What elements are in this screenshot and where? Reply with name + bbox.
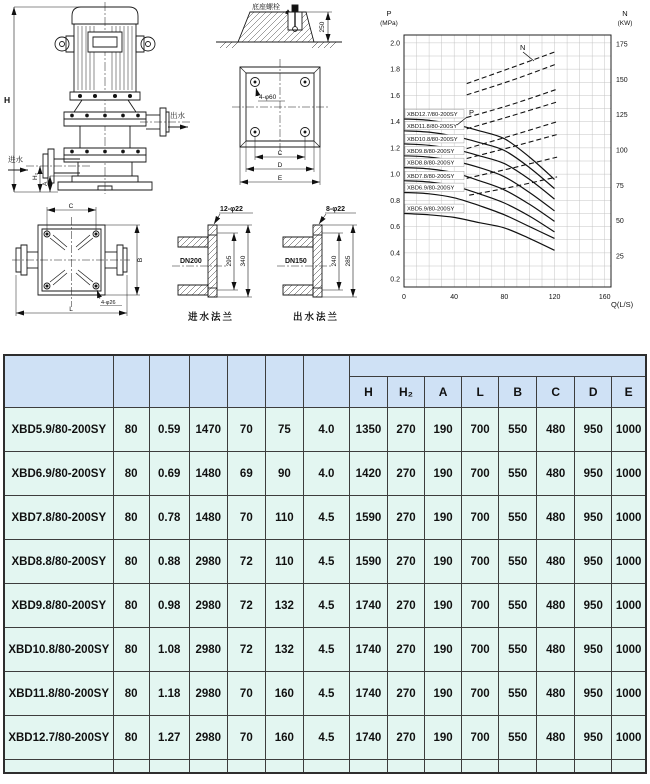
header-dim-h2: H₂ <box>388 377 425 408</box>
empty-cell <box>149 760 189 774</box>
value-cell: 80 <box>113 408 149 452</box>
flange-drawings <box>160 195 385 345</box>
value-cell: 1480 <box>189 452 227 496</box>
inlet-flange-bolt-circle: 295 <box>226 255 233 267</box>
value-cell: 1.08 <box>149 628 189 672</box>
value-cell: 270 <box>388 496 425 540</box>
value-cell: 550 <box>499 496 537 540</box>
y-right-tick-label: 150 <box>616 76 628 84</box>
y-left-tick-label: 1.2 <box>390 145 400 153</box>
value-cell: 80 <box>113 716 149 760</box>
y-left-tick-label: 2.0 <box>390 40 400 48</box>
header-dim-e: E <box>612 377 646 408</box>
value-cell: 4.5 <box>303 672 349 716</box>
annotation-n: N <box>520 43 526 52</box>
table-row <box>4 672 646 716</box>
y-right-axis-unit: (KW) <box>617 20 633 27</box>
curve-label: XBD5.9/80-200SY <box>407 206 455 213</box>
value-cell: 480 <box>537 408 575 452</box>
model-cell: XBD6.9/80-200SY <box>4 452 113 496</box>
model-cell: XBD5.9/80-200SY <box>4 408 113 452</box>
model-cell: XBD9.8/80-200SY <box>4 584 113 628</box>
foundation-dim-d: D <box>277 162 283 169</box>
x-tick-label: 0 <box>402 294 406 301</box>
value-cell: 72 <box>227 628 265 672</box>
model-cell: XBD7.8/80-200SY <box>4 496 113 540</box>
empty-cell <box>537 760 575 774</box>
value-cell: 480 <box>537 628 575 672</box>
foundation-drawing <box>200 0 385 200</box>
base-plate <box>12 217 130 307</box>
value-cell: 4.0 <box>303 408 349 452</box>
empty-cell <box>612 760 646 774</box>
empty-cell <box>425 760 462 774</box>
header-dim-b: B <box>499 377 537 408</box>
value-cell: 480 <box>537 672 575 716</box>
value-cell: 700 <box>462 408 499 452</box>
performance-chart <box>378 2 650 345</box>
value-cell: 480 <box>537 584 575 628</box>
empty-cell <box>462 760 499 774</box>
value-cell: 950 <box>575 496 612 540</box>
value-cell: 2980 <box>189 540 227 584</box>
value-cell: 0.88 <box>149 540 189 584</box>
value-cell: 75 <box>265 408 303 452</box>
dim-h-label: H <box>4 95 11 105</box>
foundation-depth-dim: 250 <box>319 21 326 33</box>
curve-label: XBD8.8/80-200SY <box>407 160 455 167</box>
value-cell: 1740 <box>349 584 387 628</box>
value-cell: 4.5 <box>303 584 349 628</box>
outlet-label: 出水 <box>170 111 185 120</box>
y-right-tick-label: 175 <box>616 41 628 49</box>
table-row <box>4 496 646 540</box>
value-cell: 270 <box>388 408 425 452</box>
value-cell: 270 <box>388 452 425 496</box>
y-left-tick-label: 1.6 <box>390 92 400 100</box>
model-cell: XBD10.8/80-200SY <box>4 628 113 672</box>
header-model <box>4 355 113 408</box>
value-cell: 950 <box>575 452 612 496</box>
empty-cell <box>113 760 149 774</box>
value-cell: 480 <box>537 496 575 540</box>
value-cell: 4.5 <box>303 540 349 584</box>
outlet-flange-dn: DN150 <box>285 258 307 265</box>
value-cell: 4.5 <box>303 628 349 672</box>
spec-table <box>3 354 647 774</box>
table-row <box>4 584 646 628</box>
value-cell: 270 <box>388 672 425 716</box>
value-cell: 190 <box>425 496 462 540</box>
table-row <box>4 408 646 452</box>
value-cell: 550 <box>499 716 537 760</box>
empty-cell <box>303 760 349 774</box>
lifting-lug-right <box>141 37 155 51</box>
y-left-tick-label: 0.8 <box>390 197 400 205</box>
dim-h2-label: H₂ <box>32 172 39 180</box>
value-cell: 4.5 <box>303 496 349 540</box>
value-cell: 270 <box>388 628 425 672</box>
table-header-row-top <box>4 355 646 377</box>
inlet-flange-section <box>172 206 253 323</box>
x-tick-label: 80 <box>500 294 509 301</box>
value-cell: 270 <box>388 540 425 584</box>
value-cell: 1420 <box>349 452 387 496</box>
value-cell: 480 <box>537 716 575 760</box>
annotation-p: P <box>469 108 475 117</box>
value-cell: 1740 <box>349 672 387 716</box>
curve-label: XBD6.9/80-200SY <box>407 185 455 192</box>
value-cell: 0.98 <box>149 584 189 628</box>
anchor-bolt-label: 底座螺栓 <box>252 4 280 11</box>
value-cell: 0.78 <box>149 496 189 540</box>
base-dim-b: B <box>137 257 144 263</box>
value-cell: 80 <box>113 496 149 540</box>
header-col3 <box>149 355 189 408</box>
header-col2 <box>113 355 149 408</box>
value-cell: 1000 <box>612 672 646 716</box>
value-cell: 80 <box>113 672 149 716</box>
y-left-tick-label: 1.4 <box>390 119 400 127</box>
lifting-lug-left <box>55 37 69 51</box>
value-cell: 700 <box>462 584 499 628</box>
value-cell: 950 <box>575 408 612 452</box>
value-cell: 190 <box>425 408 462 452</box>
spec-table-body <box>4 408 646 774</box>
value-cell: 72 <box>227 540 265 584</box>
outlet-flange-bolt-circle: 240 <box>331 255 338 267</box>
value-cell: 480 <box>537 452 575 496</box>
header-dim-l: L <box>462 377 499 408</box>
table-row <box>4 540 646 584</box>
value-cell: 550 <box>499 628 537 672</box>
dim-a-label: A <box>42 181 49 186</box>
value-cell: 2980 <box>189 584 227 628</box>
y-right-tick-label: 25 <box>616 253 624 261</box>
inlet-flange-holes: 12-φ22 <box>220 206 243 213</box>
table-empty-row <box>4 760 646 774</box>
model-cell: XBD12.7/80-200SY <box>4 716 113 760</box>
empty-cell <box>388 760 425 774</box>
header-dim-a: A <box>425 377 462 408</box>
base-plan-drawing <box>0 195 165 345</box>
inlet-flange-dn: DN200 <box>180 258 202 265</box>
value-cell: 132 <box>265 584 303 628</box>
x-tick-label: 120 <box>548 294 561 301</box>
value-cell: 0.59 <box>149 408 189 452</box>
header-dimensions-group <box>349 355 646 377</box>
y-left-axis-name: P <box>386 9 392 18</box>
value-cell: 700 <box>462 452 499 496</box>
value-cell: 700 <box>462 496 499 540</box>
y-right-tick-label: 50 <box>616 218 624 226</box>
value-cell: 190 <box>425 672 462 716</box>
y-left-tick-label: 0.4 <box>390 250 400 258</box>
outlet-flange-holes: 8-φ22 <box>326 206 346 213</box>
value-cell: 1000 <box>612 716 646 760</box>
base-dim-c: C <box>68 203 74 210</box>
value-cell: 1000 <box>612 452 646 496</box>
value-cell: 950 <box>575 672 612 716</box>
header-col4 <box>189 355 227 408</box>
value-cell: 80 <box>113 628 149 672</box>
y-left-axis-unit: (MPa) <box>380 20 398 27</box>
value-cell: 160 <box>265 716 303 760</box>
curve-label: XBD10.8/80-200SY <box>407 137 458 144</box>
value-cell: 80 <box>113 540 149 584</box>
value-cell: 700 <box>462 628 499 672</box>
value-cell: 190 <box>425 452 462 496</box>
value-cell: 950 <box>575 628 612 672</box>
empty-cell <box>575 760 612 774</box>
value-cell: 550 <box>499 408 537 452</box>
value-cell: 700 <box>462 716 499 760</box>
empty-cell <box>227 760 265 774</box>
value-cell: 190 <box>425 584 462 628</box>
base-plan-dimensions <box>16 203 144 316</box>
base-dim-l: L <box>69 306 73 313</box>
x-tick-label: 40 <box>450 294 459 301</box>
foundation-dim-c: C <box>277 150 283 157</box>
value-cell: 110 <box>265 540 303 584</box>
value-cell: 70 <box>227 716 265 760</box>
value-cell: 270 <box>388 716 425 760</box>
y-right-tick-label: 75 <box>616 182 624 190</box>
value-cell: 1.18 <box>149 672 189 716</box>
value-cell: 1000 <box>612 540 646 584</box>
value-cell: 1480 <box>189 496 227 540</box>
value-cell: 190 <box>425 716 462 760</box>
empty-cell <box>349 760 387 774</box>
value-cell: 70 <box>227 672 265 716</box>
model-cell: XBD8.8/80-200SY <box>4 540 113 584</box>
x-tick-label: 160 <box>598 294 611 301</box>
value-cell: 270 <box>388 584 425 628</box>
foundation-section <box>216 2 342 48</box>
value-cell: 1000 <box>612 628 646 672</box>
inlet-label: 进水 <box>8 155 23 164</box>
inlet-flange-caption: 进水法兰 <box>188 312 235 323</box>
outlet-port <box>140 108 192 136</box>
foundation-dim-e: E <box>277 175 283 182</box>
value-cell: 480 <box>537 540 575 584</box>
value-cell: 550 <box>499 584 537 628</box>
curve-label: XBD7.8/80-200SY <box>407 173 455 180</box>
curve-label: XBD12.7/80-200SY <box>407 112 458 119</box>
header-col7 <box>303 355 349 408</box>
value-cell: 70 <box>227 408 265 452</box>
inlet-flange-od: 340 <box>240 255 247 267</box>
empty-cell <box>189 760 227 774</box>
value-cell: 950 <box>575 584 612 628</box>
value-cell: 700 <box>462 540 499 584</box>
value-cell: 90 <box>265 452 303 496</box>
value-cell: 0.69 <box>149 452 189 496</box>
value-cell: 110 <box>265 496 303 540</box>
outlet-flange-od: 285 <box>345 255 352 267</box>
x-axis-label: Q(L/S) <box>611 300 634 309</box>
base-holes-label: 4-φ26 <box>101 300 116 306</box>
value-cell: 1000 <box>612 408 646 452</box>
y-left-tick-label: 0.2 <box>390 276 400 284</box>
value-cell: 1.27 <box>149 716 189 760</box>
pump-elevation-drawing <box>0 0 200 200</box>
value-cell: 190 <box>425 628 462 672</box>
value-cell: 80 <box>113 452 149 496</box>
outlet-flange-section <box>277 206 357 323</box>
model-cell: XBD11.8/80-200SY <box>4 672 113 716</box>
y-right-tick-label: 125 <box>616 112 628 120</box>
value-cell: 550 <box>499 540 537 584</box>
value-cell: 1000 <box>612 496 646 540</box>
value-cell: 2980 <box>189 672 227 716</box>
y-right-axis-name: N <box>622 9 628 18</box>
y-left-tick-label: 1.8 <box>390 66 400 74</box>
value-cell: 4.0 <box>303 452 349 496</box>
value-cell: 550 <box>499 672 537 716</box>
curve-label: XBD11.8/80-200SY <box>407 123 458 130</box>
value-cell: 2980 <box>189 628 227 672</box>
value-cell: 1470 <box>189 408 227 452</box>
value-cell: 160 <box>265 672 303 716</box>
foundation-plan <box>232 59 328 185</box>
value-cell: 190 <box>425 540 462 584</box>
value-cell: 1740 <box>349 716 387 760</box>
header-col6 <box>265 355 303 408</box>
value-cell: 70 <box>227 496 265 540</box>
header-dim-d: D <box>575 377 612 408</box>
y-left-tick-label: 0.6 <box>390 224 400 232</box>
value-cell: 1740 <box>349 628 387 672</box>
value-cell: 2980 <box>189 716 227 760</box>
header-dim-h: H <box>349 377 387 408</box>
header-col5 <box>227 355 265 408</box>
empty-cell <box>265 760 303 774</box>
dimension-h2 <box>32 166 40 192</box>
value-cell: 72 <box>227 584 265 628</box>
value-cell: 950 <box>575 540 612 584</box>
empty-cell <box>4 760 113 774</box>
header-dim-c: C <box>537 377 575 408</box>
value-cell: 1350 <box>349 408 387 452</box>
value-cell: 1000 <box>612 584 646 628</box>
value-cell: 1590 <box>349 496 387 540</box>
table-row <box>4 716 646 760</box>
value-cell: 550 <box>499 452 537 496</box>
table-row <box>4 628 646 672</box>
value-cell: 1590 <box>349 540 387 584</box>
empty-cell <box>499 760 537 774</box>
value-cell: 950 <box>575 716 612 760</box>
curve-label: XBD9.8/80-200SY <box>407 148 455 155</box>
y-left-tick-label: 1.0 <box>390 171 400 179</box>
value-cell: 4.5 <box>303 716 349 760</box>
y-right-tick-label: 100 <box>616 147 628 155</box>
value-cell: 69 <box>227 452 265 496</box>
value-cell: 80 <box>113 584 149 628</box>
table-row <box>4 452 646 496</box>
outlet-flange-caption: 出水法兰 <box>293 312 340 323</box>
value-cell: 700 <box>462 672 499 716</box>
foundation-holes-label: 4-φ60 <box>259 94 277 101</box>
value-cell: 132 <box>265 628 303 672</box>
